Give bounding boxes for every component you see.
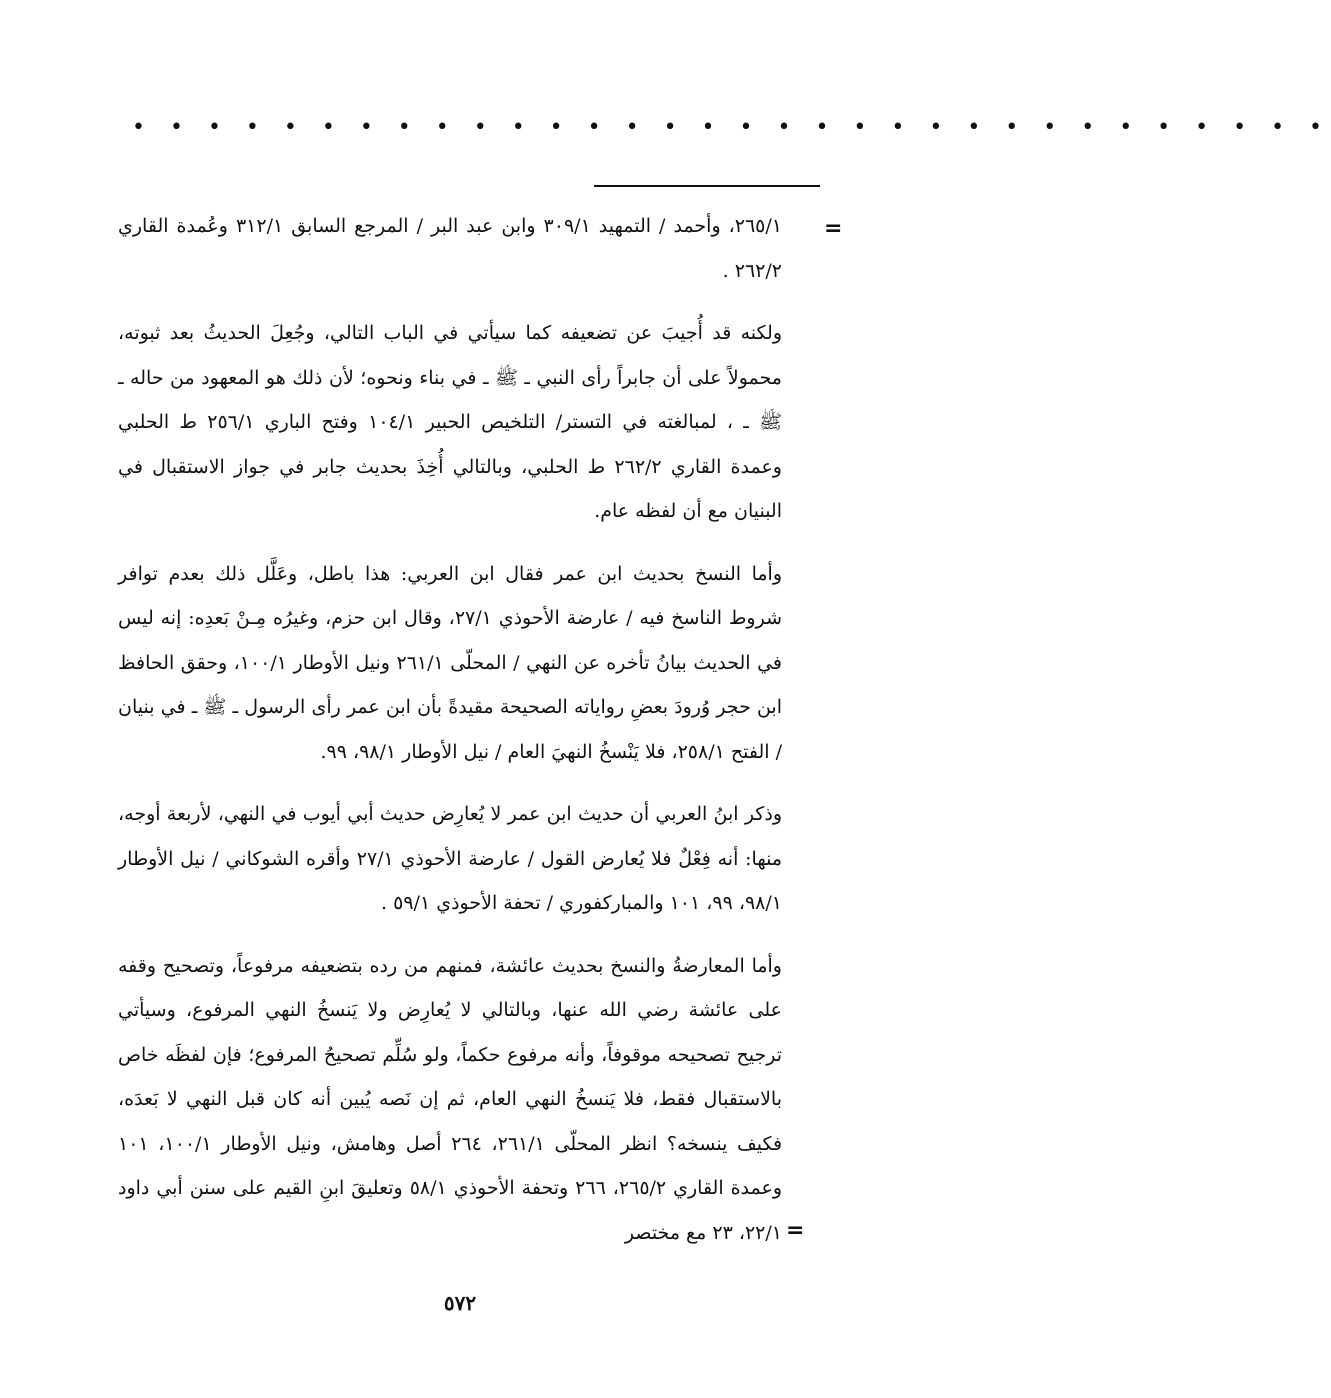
footnote-paragraph-3: وأما النسخ بحديث ابن عمر فقال ابن العربي: هذا باطل، وعَلَّل ذلك بعدم توافر شروط الناسخ فيه / عارضة الأحوذي ٢٧/١، وقال ابن حزم، وغيرُه مِـنْ بَعدِه: إنه ليس في الحديث بيانُ تأخره عن النهي / المحلّى ٢٦١/١ ونيل الأوطار ١٠٠/١، وحقق الحافظ ابن حجر وُرودَ بعضِ رواياته الصحيحة مقيدةً بأن ابن عمر رأى الرسول ـ ﷺ ـ في بنيان / الفتح ٢٥٨/١، فلا يَنْسخُ النهيَ العام / نيل الأوطار ٩٨/١، ٩٩. [118,562,782,763]
page-number: ٥٧٢ [443,1291,477,1315]
ornamental-dot-row: • • • • • • • • • • • • • • • • • • • • • • • • • • • • • • • • [132,115,1331,140]
footnote-paragraph-2: ولكنه قد أُجيبَ عن تضعيفه كما سيأتي في الباب التالي، وجُعِلَ الحديثُ بعد ثبوته، محمولاً على أن جابراً رأى النبي ـ ﷺ ـ في بناء ونحوه؛ لأن ذلك هو المعهود من حاله ـ ﷺ ـ ، لمبالغته في التستر/ التلخيص الحبير ١٠٤/١ وفتح الباري ٢٥٦/١ ط الحلبي وعمدة القاري ٢٦٢/٢ ط الحلبي، وبالتالي أُخِذَ بحديث جابر في جواز الاستقبال في البنيان مع أن لفظه عام. [118,322,783,522]
footnote-paragraph-4: وذكر ابنُ العربي أن حديث ابن عمر لا يُعارِض حديث أبي أيوب في النهي، لأربعة أوجه، منها: أنه فِعْلٌ فلا يُعارض القول / عارضة الأحوذي ٢٧/١ وأقره الشوكاني / نيل الأوطار ٩٨/١، ٩٩، ١٠١ والمباركفوري / تحفة الأحوذي ٥٩/١ . [118,803,782,914]
footnote-paragraph-5: وأما المعارضةُ والنسخ بحديث عائشة، فمنهم من رده بتضعيفه مرفوعاً، وتصحيح وقفه على عائشة رضي الله عنها، وبالتالي لا يُعارِض ولا يَنسخُ النهي المرفوع، وسيأتي ترجيح تصحيحه موقوفاً، وأنه مرفوع حكماً، ولو سُلِّم تصحيحُ المرفوع؛ فإن لفظَه خاص بالاستقبال فقط، فلا يَنسخُ النهي العام، ثم إن نَصه يُبين أنه كان قبل النهي لا بَعدَه، فكيف ينسخه؟ انظر المحلّى ٢٦١/١، ٢٦٤ أصل وهامش، ونيل الأوطار ١٠٠/١، ١٠١ وعمدة القاري ٢٦٥/٢، ٢٦٦ وتحفة الأحوذي ٥٨/١ وتعليقَ ابنِ القيم على سنن أبي داود ٢٢/١، ٢٣ مع مختصر [118,954,783,1244]
continuation-mark-bottom: = [786,1218,805,1243]
footnote-separator-rule [594,185,820,187]
footnote-paragraph-1: ٢٦٥/١، وأحمد / التمهيد ٣٠٩/١ وابن عبد البر / المرجع السابق ٣١٢/١ وعُمدة القاري ٢٦٢/٢ . [118,215,782,282]
footnotes-block [118,204,782,1273]
continuation-mark-top: = [824,216,843,241]
